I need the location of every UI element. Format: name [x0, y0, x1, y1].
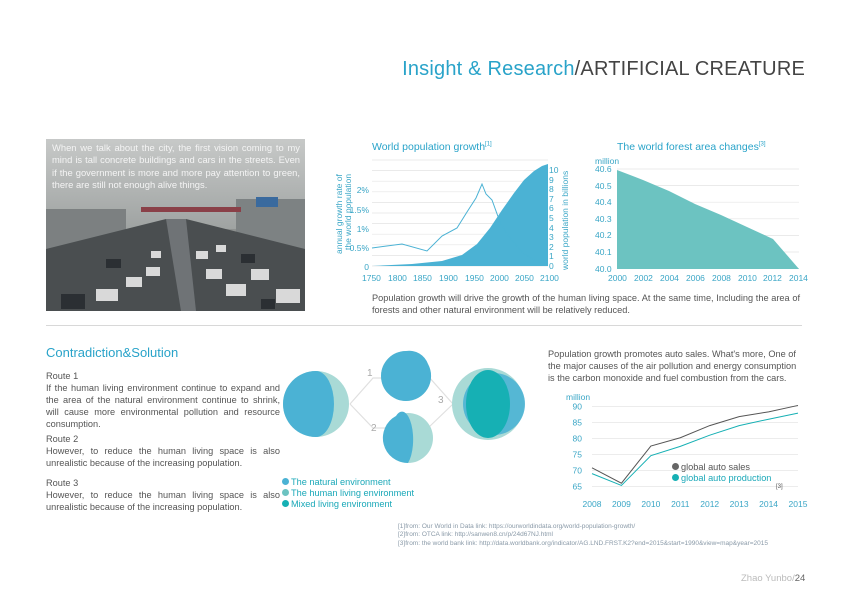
legend-natural-label: The natural environment: [291, 477, 391, 487]
forest-y-tick: 40.2: [595, 230, 612, 241]
forest-y-tick: 40.3: [595, 213, 612, 224]
diagram-number-3: 3: [438, 395, 444, 406]
population-chart-title-text: World population growth: [372, 141, 486, 153]
forest-y-tick: 40.1: [595, 247, 612, 257]
forest-x-tick: 2014: [789, 273, 808, 283]
pop-x-tick: 2000: [490, 273, 509, 283]
forest-x-tick: 2010: [738, 273, 757, 283]
section-divider: [46, 325, 802, 326]
route-2-label: Route 2: [46, 434, 79, 444]
auto-x-tick: 2013: [729, 499, 749, 509]
auto-y-tick: 90: [572, 401, 582, 412]
auto-x-tick: 2009: [611, 499, 631, 509]
auto-x-tick: 2008: [582, 499, 602, 509]
pop-right-tick: 6: [549, 203, 554, 214]
pop-right-tick: 0: [549, 261, 554, 271]
pop-left-tick: 0.5%: [349, 243, 369, 253]
reference-1: [1]from: Our World in Data link: https://ourworldindata.org/world-population-growth/: [398, 523, 636, 530]
forest-x-tick: 2000: [608, 273, 627, 283]
route-2-text: However, to reduce the human living space is also unrealistic because of the increasing population.: [46, 446, 280, 468]
forest-x-tick: 2006: [686, 273, 705, 283]
auto-y-tick: 80: [572, 433, 582, 444]
circle-2: [383, 412, 433, 463]
forest-y-tick: 40.5: [595, 180, 612, 191]
auto-y-tick: 75: [572, 449, 582, 460]
forest-x-tick: 2004: [660, 273, 679, 283]
route-1: [46, 370, 280, 430]
route-2: [46, 433, 280, 469]
title-rest: /ARTIFICIAL CREATURE: [574, 58, 805, 80]
population-left-axis-label-1: annual growth rate of: [334, 174, 344, 254]
forest-x-tick: 2008: [712, 273, 731, 283]
diagram-number-1: 1: [367, 368, 373, 379]
pop-right-tick: 1: [549, 251, 554, 262]
reference-2: [2]from: OTCA link: http://sanwen8.cn/p/24d67NJ.html: [398, 531, 553, 539]
legend-mixed: [282, 499, 392, 509]
circle-3: [452, 368, 525, 440]
circle-1: [381, 351, 431, 401]
population-right-axis-label: world population in billions: [560, 170, 570, 270]
auto-x-tick: 2014: [759, 499, 779, 509]
auto-x-tick: 2010: [641, 499, 661, 509]
pop-x-tick: 1750: [362, 273, 381, 283]
auto-x-tick: 2015: [788, 499, 808, 509]
section-title: Contradiction&Solution: [46, 345, 179, 360]
page-number: 24: [794, 573, 806, 584]
auto-x-tick: 2012: [700, 499, 720, 509]
pop-x-tick: 1900: [439, 273, 458, 283]
auto-legend-production-swatch: [672, 474, 679, 481]
route-3-text: However, to reduce the human living space is also unrealistic because of the increasing population.: [46, 490, 280, 512]
pop-left-tick: 1.5%: [349, 205, 369, 215]
pop-right-tick: 2: [549, 241, 554, 252]
population-area: [372, 164, 548, 266]
auto-legend-sales-label: global auto sales: [681, 462, 750, 472]
auto-unit: million: [566, 392, 591, 402]
pop-left-tick: 2%: [356, 185, 369, 195]
legend-natural: [282, 477, 391, 487]
pop-right-tick: 8: [549, 184, 554, 195]
forest-x-tick: 2002: [634, 273, 653, 283]
diagram-number-2: 2: [371, 423, 377, 434]
pop-x-tick: 2050: [515, 273, 534, 283]
page-title: [402, 58, 805, 81]
auto-chart: [572, 400, 808, 510]
pop-x-tick: 1800: [388, 273, 407, 283]
route-1-text: If the human living environment continue to expand and the area of the natural environment continue to shrink, will cause more environmental pollution and resource consumption.: [46, 383, 280, 429]
auto-legend-sales-swatch: [672, 463, 679, 470]
pop-left-tick: 1%: [356, 224, 369, 234]
population-chart-ref: [1]: [485, 141, 492, 148]
environment-diagram: [278, 348, 528, 478]
pop-right-tick: 9: [549, 174, 554, 185]
auto-y-tick: 70: [572, 465, 582, 476]
page-footer: [741, 573, 805, 584]
legend-human: [282, 488, 414, 498]
forest-y-tick: 40.6: [595, 164, 612, 174]
pop-right-tick: 3: [549, 232, 554, 243]
title-accent: Insight & Research: [402, 58, 575, 80]
legend-human-swatch: [282, 489, 289, 496]
population-caption: Population growth will drive the growth of the human living space. At the same time, Including the area of forests and other natural environment will be relatively reduced.: [372, 293, 800, 315]
population-left-axis-label-2: the world population: [343, 173, 353, 250]
forest-x-tick: 2012: [763, 273, 782, 283]
pop-right-tick: 4: [549, 222, 554, 233]
pop-left-tick: 0: [364, 262, 369, 272]
auto-text: Population growth promotes auto sales. What's more, One of the major causes of the air pollution and energy consumption is the carbon monoxide and fuel combustion from the cars.: [548, 349, 797, 383]
forest-chart-title: [617, 141, 766, 153]
route-1-label: Route 1: [46, 371, 79, 381]
intro-text: When we talk about the city, the first vision coming to my mind is tall concrete buildings and cars in the streets. Even if the government is more and more pay attention to green, there are still not enough alive things.: [52, 142, 300, 191]
pop-x-tick: 1850: [413, 273, 432, 283]
pop-x-tick: 2100: [540, 273, 559, 283]
auto-ref: [3]: [776, 484, 783, 490]
legend-mixed-label: Mixed living environment: [291, 499, 393, 509]
reference-3: [3]from: the world bank link: http://data.worldbank.org/indicator/AG.LND.FRST.K2?end=2015&start=1990&view=map&year=2015: [398, 539, 768, 547]
references: [398, 523, 768, 548]
legend-natural-swatch: [282, 478, 289, 485]
pop-right-tick: 5: [549, 213, 554, 223]
legend-mixed-swatch: [282, 500, 289, 507]
auto-legend-production-label: global auto production: [681, 473, 772, 483]
auto-y-tick: 65: [572, 481, 582, 492]
auto-x-tick: 2011: [671, 499, 690, 509]
forest-chart-title-text: The world forest area changes: [617, 141, 759, 153]
forest-unit: million: [595, 156, 620, 166]
forest-y-tick: 40.4: [595, 197, 612, 208]
forest-chart-plot: [617, 167, 799, 271]
pop-right-tick: 7: [549, 193, 554, 204]
footer-author: Zhao Yunbo/: [741, 573, 795, 584]
circle-combined: [283, 371, 349, 437]
legend-human-label: The human living environment: [291, 488, 415, 498]
forest-chart-ref: [3]: [758, 141, 766, 148]
pop-x-tick: 1950: [465, 273, 484, 283]
forest-area: [617, 170, 799, 269]
route-3: [46, 477, 280, 513]
population-chart-plot: [372, 160, 548, 268]
pop-right-tick: 10: [549, 165, 559, 175]
auto-y-tick: 85: [572, 417, 582, 428]
forest-y-tick: 40.0: [595, 263, 612, 274]
auto-legend-production: [672, 473, 771, 483]
population-chart-title: [372, 141, 492, 153]
auto-labels: [573, 401, 808, 509]
auto-legend-sales: [672, 462, 750, 472]
route-3-label: Route 3: [46, 478, 79, 488]
